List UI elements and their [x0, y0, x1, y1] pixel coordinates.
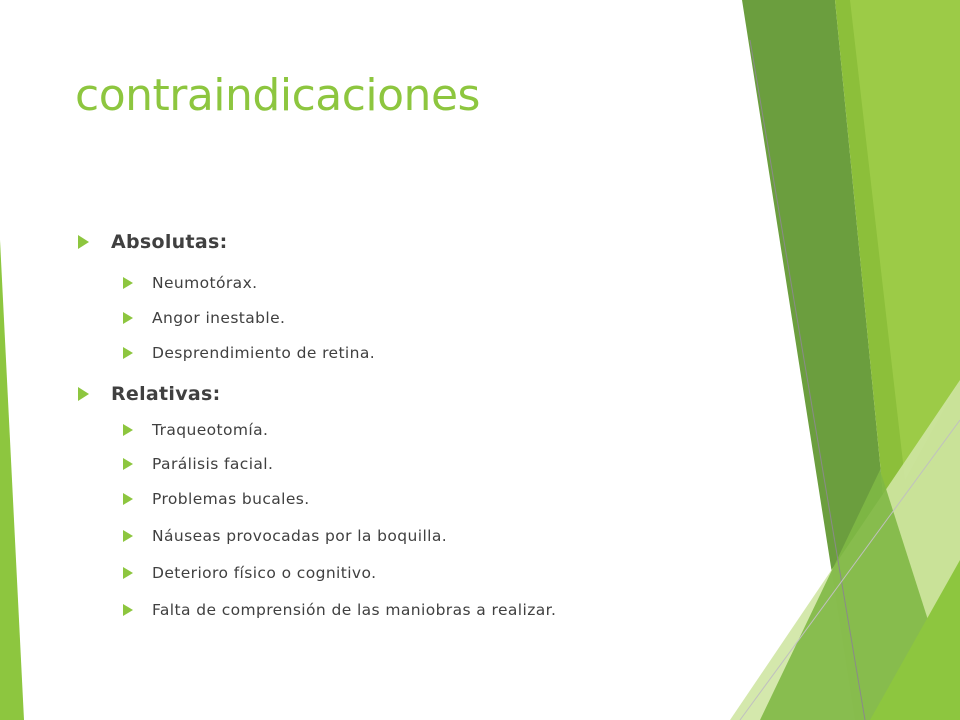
- list-item: [123, 564, 376, 582]
- list-item: [123, 455, 273, 473]
- slide-title: contraindicaciones: [75, 70, 480, 121]
- list-item: [123, 274, 257, 292]
- list-item-label: Angor inestable.: [152, 309, 286, 327]
- list-item: [123, 490, 310, 508]
- triangle-bullet-icon: [78, 235, 89, 249]
- list-item-label: Desprendimiento de retina.: [152, 344, 376, 362]
- list-item: [123, 421, 268, 439]
- list-item: [123, 344, 375, 362]
- triangle-bullet-icon: [123, 604, 133, 616]
- triangle-bullet-icon: [78, 387, 89, 401]
- section-heading-absolutas: [78, 231, 228, 253]
- triangle-bullet-icon: [123, 347, 133, 359]
- triangle-bullet-icon: [123, 277, 133, 289]
- triangle-bullet-icon: [123, 312, 133, 324]
- list-item-label: Traqueotomía.: [152, 421, 269, 439]
- triangle-bullet-icon: [123, 458, 133, 470]
- section-heading-label: Relativas:: [111, 383, 221, 405]
- list-item: [123, 527, 447, 545]
- section-heading-relativas: [78, 383, 221, 405]
- list-item-label: Problemas bucales.: [152, 490, 310, 508]
- list-item: [123, 601, 556, 619]
- list-item: [123, 309, 285, 327]
- triangle-bullet-icon: [123, 530, 133, 542]
- list-item-label: Parálisis facial.: [152, 455, 274, 473]
- list-item-label: Falta de comprensión de las maniobras a realizar.: [152, 601, 557, 619]
- triangle-bullet-icon: [123, 567, 133, 579]
- list-item-label: Neumotórax.: [152, 274, 258, 292]
- section-heading-label: Absolutas:: [111, 231, 228, 253]
- triangle-bullet-icon: [123, 424, 133, 436]
- list-item-label: Náuseas provocadas por la boquilla.: [152, 527, 448, 545]
- list-item-label: Deterioro físico o cognitivo.: [152, 564, 377, 582]
- triangle-bullet-icon: [123, 493, 133, 505]
